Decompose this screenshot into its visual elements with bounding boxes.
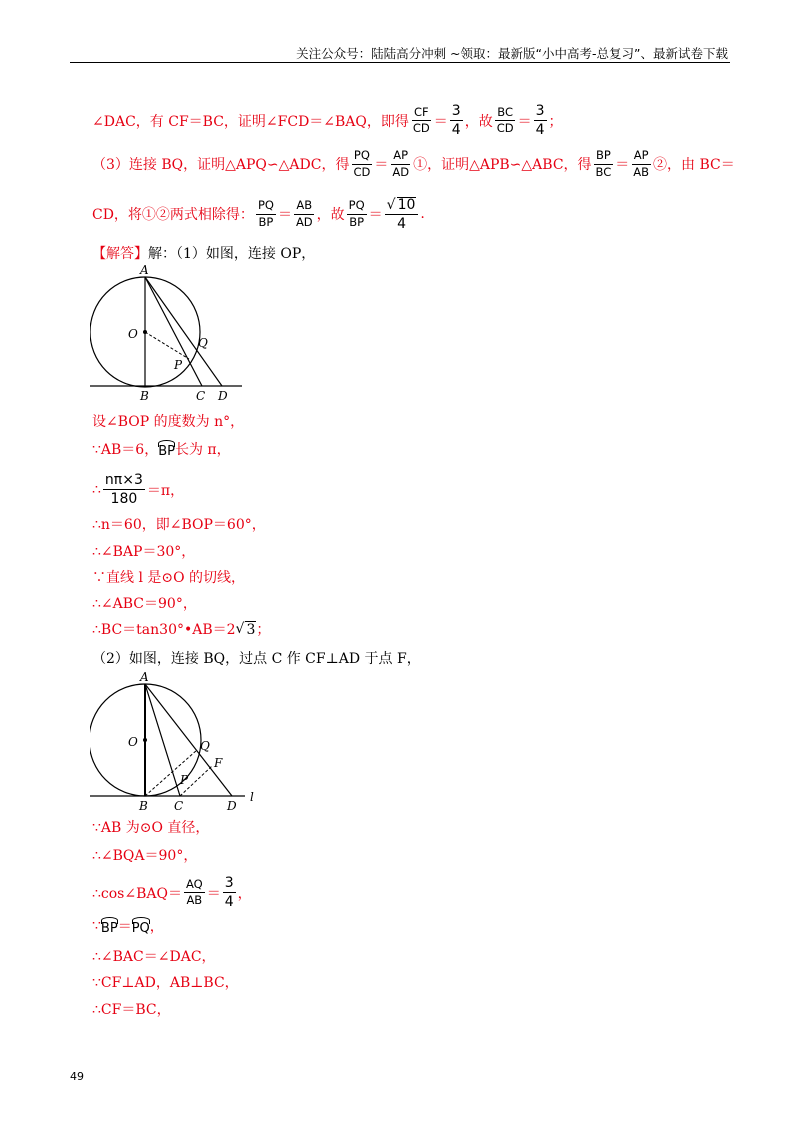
line-ad [145, 684, 232, 796]
fraction: $\frac{AB}{AD}$ [295, 198, 313, 229]
fraction: $\frac{3}{4}$ [224, 875, 234, 910]
page-header [70, 42, 730, 63]
label-p: P [180, 773, 189, 787]
label-b: B [139, 799, 148, 812]
center-dot [143, 738, 147, 742]
arc-bp: BP [158, 440, 175, 459]
fraction: $\frac{AP}{AB}$ [633, 148, 650, 179]
fraction: $\frac{PQ}{BP}$ [348, 198, 365, 229]
label-q: Q [200, 739, 210, 753]
fraction: $\frac{BC}{CD}$ [496, 104, 514, 135]
label-q: Q [198, 336, 208, 350]
analysis-line-1: ∠DAC，有 CF＝BC，证明∠FCD＝∠BAQ，即得 $\frac{CF}{CD}$ ＝ $\frac{3}{4}$ ，故 $\frac{BC}{CD}$ ＝ $\frac{3}{4}$ ； [92, 103, 563, 138]
solution-intro: 【解答】 解：（1）如图，连接 OP， [92, 243, 315, 263]
t5: ∴∠BAC＝∠DAC， [92, 949, 216, 965]
s5: ∴∠BAP＝30°， [92, 544, 196, 560]
figure-2 [90, 670, 270, 812]
label-c: C [196, 389, 206, 402]
arc-bp: BP [101, 917, 118, 936]
label-d: D [218, 389, 228, 402]
t7: ∴CF＝BC， [92, 1002, 171, 1018]
s2: ∵AB＝6， BP 长为 π， [92, 439, 231, 459]
analysis-line-2: （3）连接 BQ，证明△APQ∽△ADC，得 $\frac{PQ}{CD}$ ＝ $\frac{AP}{AD}$ ①，证明△APB∽△ABC，得 $\frac{BP}{BC}$ ＝ $\frac{AP}{AB}$ ②，由 BC＝ [92, 148, 735, 179]
label-d: D [227, 799, 237, 812]
t1: ∵AB 为⊙O 直径， [92, 820, 210, 836]
s4: ∴n＝60，即∠BOP＝60°， [92, 517, 266, 533]
s1: 设∠BOP 的度数为 n°， [92, 414, 245, 430]
fraction: $\frac{CF}{CD}$ [412, 104, 430, 135]
fraction: $\frac{BP}{BC}$ [595, 148, 612, 179]
analysis-line-3: CD，将①②两式相除得： $\frac{PQ}{BP}$ ＝ $\frac{AB}{AD}$ ，故 $\frac{PQ}{BP}$ ＝ $\frac{√ 10}{4}$ . [92, 197, 425, 232]
s8: ∴BC＝tan30°•AB＝2 √ 3 ； [92, 621, 271, 638]
fraction: $\frac{3}{4}$ [535, 103, 545, 138]
label-a: A [140, 670, 149, 684]
t2: ∴∠BQA＝90°， [92, 848, 198, 864]
label-l: l [250, 790, 254, 804]
segment-op [145, 332, 189, 359]
label-o: O [128, 327, 138, 341]
fraction: $\frac{PQ}{CD}$ [353, 148, 371, 179]
fraction: $\frac{AQ}{AB}$ [185, 876, 203, 907]
header-text: 关注公众号：陆陆高分冲刺 ~领取：最新版“小中高考-总复习”、最新试卷下载 [296, 46, 728, 61]
label-c: C [174, 799, 184, 812]
fraction: $\frac{√ 10}{4}$ [385, 197, 419, 231]
label-o: O [128, 735, 138, 749]
t3: ∴cos∠BAQ＝ $\frac{AQ}{AB}$ ＝ $\frac{3}{4}$ ， [92, 875, 252, 910]
fraction: $\frac{PQ}{BP}$ [257, 198, 274, 229]
t4: ∵ BP ＝ PQ ， [92, 918, 164, 936]
label-f: F [214, 756, 223, 770]
fraction: $\frac{AP}{AD}$ [392, 148, 410, 179]
s6: ∵直线 l 是⊙O 的切线， [92, 570, 246, 586]
part2-intro: （2）如图，连接 BQ，过点 C 作 CF⊥AD 于点 F， [92, 651, 421, 667]
fraction: $\frac{n\pi\times 3}{180}$ [104, 472, 143, 507]
t6: ∵CF⊥AD，AB⊥BC， [92, 975, 239, 991]
fraction: $\frac{3}{4}$ [451, 103, 461, 138]
s7: ∴∠ABC＝90°， [92, 596, 197, 612]
solution-label: 【解答】 [92, 246, 148, 262]
figure-1 [90, 262, 250, 402]
page-number: 49 [70, 1070, 84, 1083]
center-dot [143, 330, 147, 334]
label-a: A [140, 263, 149, 277]
arc-pq: PQ [132, 917, 150, 936]
label-p: P [174, 358, 183, 372]
s3: ∴ $\frac{n\pi\times 3}{180}$ ＝π， [92, 472, 185, 507]
label-b: B [140, 389, 149, 402]
line-ac [145, 684, 180, 796]
